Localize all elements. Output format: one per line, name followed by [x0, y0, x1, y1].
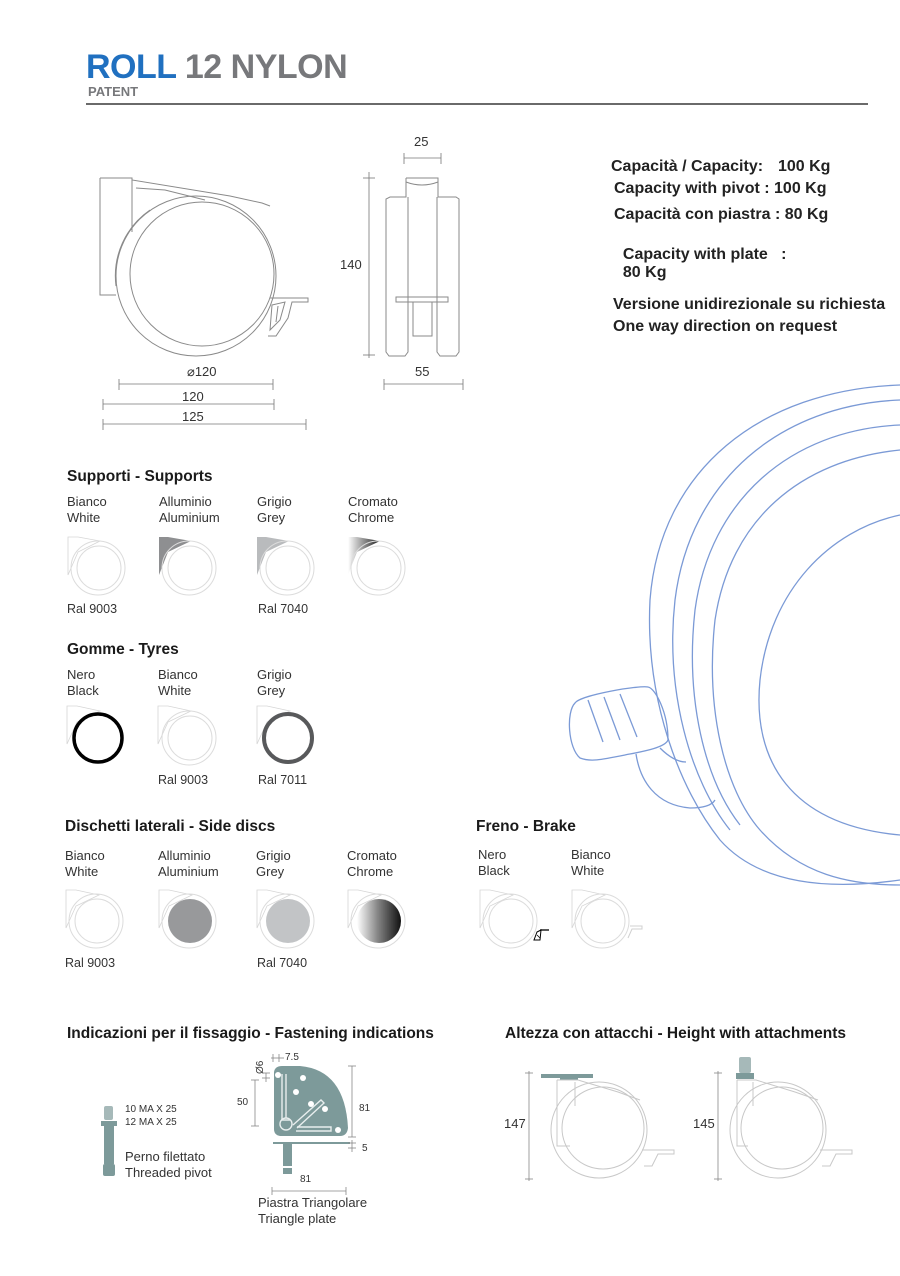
one-way-note-it: Versione unidirezionale su richiesta — [613, 296, 886, 313]
disc-grey-en: Grey — [256, 864, 285, 879]
brake-black-it: Nero — [478, 847, 507, 862]
support-grey-ral: Ral 7040 — [258, 602, 309, 616]
disc-white-en: White — [65, 864, 99, 879]
capacity-plate-label: Capacity with plate : — [622, 246, 787, 263]
tyre-white-it: Bianco — [158, 667, 198, 682]
disc-grey-ral: Ral 7040 — [257, 956, 308, 970]
support-aluminium-en: Aluminium — [159, 510, 220, 525]
one-way-note-en: One way direction on request — [613, 318, 838, 335]
brake-white-it: Bianco — [571, 847, 611, 862]
support-grey-it: Grigio — [257, 494, 292, 509]
dim-diameter-6: Ø6 — [255, 1060, 266, 1074]
tyre-grey-ral: Ral 7011 — [258, 773, 308, 787]
support-grey-en: Grey — [257, 510, 286, 525]
disc-grey-it: Grigio — [256, 848, 291, 863]
subtitle: PATENT — [88, 84, 139, 99]
capacity-plate-it-label: Capacità con piastra : — [614, 206, 781, 223]
disc-white-it: Bianco — [65, 848, 105, 863]
capacity-pivot-label: Capacity with pivot : — [614, 180, 770, 197]
support-aluminium-it: Alluminio — [159, 494, 212, 509]
top-width-dimension: 25 — [414, 134, 429, 149]
pivot-label-en: Threaded pivot — [125, 1165, 212, 1180]
disc-aluminium-en: Aluminium — [158, 864, 219, 879]
dim-81-horizontal: 81 — [300, 1174, 312, 1185]
capacity-plate-value: 80 Kg — [622, 264, 667, 281]
support-chrome-it: Cromato — [348, 494, 398, 509]
disc-chrome-en: Chrome — [347, 864, 394, 879]
supports-title: Supporti - Supports — [67, 468, 213, 485]
height-dimension: 140 — [340, 257, 362, 272]
dim-81-vertical: 81 — [359, 1103, 371, 1114]
disc-white-ral: Ral 9003 — [65, 956, 116, 970]
brake-white-en: White — [571, 863, 605, 878]
support-white-it: Bianco — [67, 494, 107, 509]
dim-50: 50 — [237, 1097, 249, 1108]
tyre-grey-it: Grigio — [257, 667, 292, 682]
diameter-dimension: ⌀120 — [187, 364, 217, 379]
discs-title: Dischetti laterali - Side discs — [65, 818, 276, 835]
height-with-pivot: 145 — [693, 1116, 715, 1131]
model-name: 12 NYLON — [184, 48, 348, 86]
brand-name: ROLL — [86, 48, 176, 86]
tyres-title: Gomme - Tyres — [67, 641, 179, 658]
dim-5: 5 — [362, 1143, 368, 1154]
brake-black-en: Black — [478, 863, 510, 878]
width-120-dimension: 120 — [182, 389, 204, 404]
fastening-title: Indicazioni per il fissaggio - Fastening indications — [67, 1025, 434, 1042]
capacity-value: 100 Kg — [777, 158, 831, 175]
capacity-pivot-value: 100 Kg — [774, 180, 827, 197]
tyre-white-ral: Ral 9003 — [158, 773, 209, 787]
thread-size-10: 10 MA X 25 — [125, 1104, 177, 1115]
support-chrome-en: Chrome — [348, 510, 395, 525]
plate-label-en: Triangle plate — [258, 1211, 337, 1226]
support-white-ral: Ral 9003 — [67, 602, 118, 616]
tyre-white-en: White — [158, 683, 192, 698]
pivot-label-it: Perno filettato — [125, 1149, 206, 1164]
height-with-plate: 147 — [504, 1116, 526, 1131]
dim-7-5: 7.5 — [285, 1052, 299, 1063]
capacity-label: Capacità / Capacity: — [611, 158, 764, 175]
width-125-dimension: 125 — [182, 409, 204, 424]
tyre-grey-en: Grey — [257, 683, 286, 698]
tyre-black-it: Nero — [67, 667, 96, 682]
plate-label-it: Piastra Triangolare — [258, 1195, 368, 1210]
thread-size-12: 12 MA X 25 — [125, 1117, 177, 1128]
disc-aluminium-it: Alluminio — [158, 848, 211, 863]
disc-chrome-it: Cromato — [347, 848, 397, 863]
bottom-width-dimension: 55 — [415, 364, 430, 379]
support-white-en: White — [67, 510, 101, 525]
heights-title: Altezza con attacchi - Height with attachments — [505, 1025, 847, 1042]
capacity-plate-it-value: 80 Kg — [784, 206, 829, 223]
tyre-black-en: Black — [67, 683, 99, 698]
brake-title: Freno - Brake — [476, 818, 576, 835]
